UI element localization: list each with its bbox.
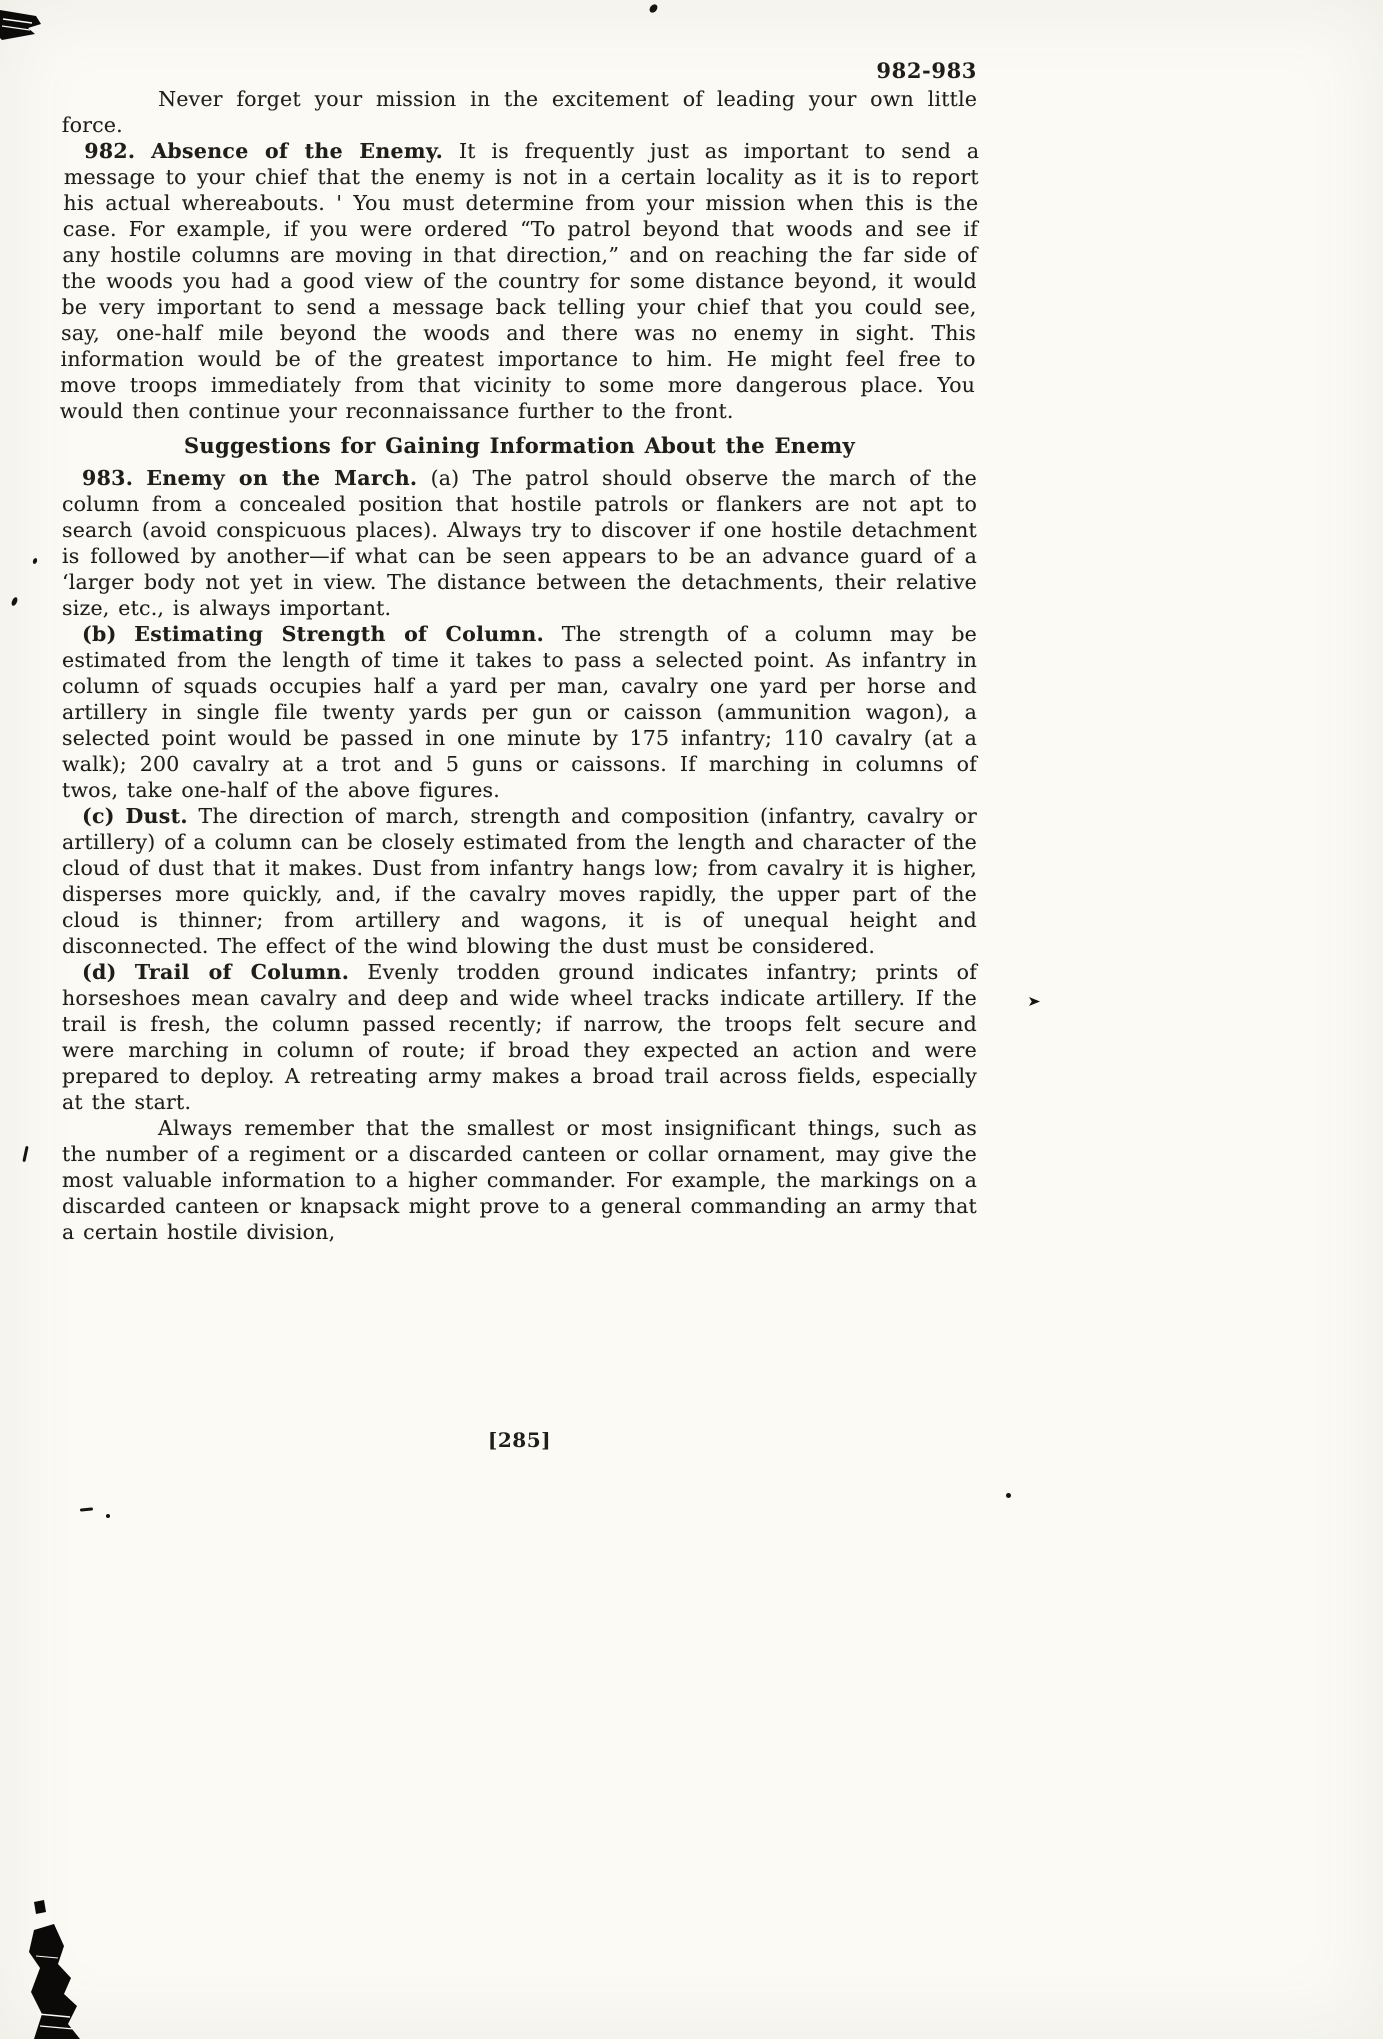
scan-speck bbox=[106, 1514, 110, 1518]
intro-text: Never forget your mission in the excitement of leading your own little force. bbox=[61, 87, 978, 137]
scan-speck bbox=[11, 596, 18, 606]
paragraph-983c bbox=[62, 803, 977, 959]
scan-speck bbox=[1006, 1493, 1011, 1498]
paragraph-title: Enemy on the March. bbox=[146, 466, 418, 490]
scan-artifact-corner-mark bbox=[0, 2, 60, 52]
scan-speck bbox=[22, 1146, 28, 1162]
paragraph-number: 982. bbox=[84, 139, 136, 163]
paragraph-text: (a) The patrol should observe the march of the column from a concealed position that hostile patrols or flankers are not apt to search (avoid conspicuous places). Always try to discover if one hostile detachment is followed by another—if what can be seen appears to be an advance guard of a ‘larger body not yet in view. The distance between the detachments, their relative size, etc., is always important. bbox=[62, 466, 978, 620]
intro-paragraph bbox=[62, 86, 978, 138]
scan-speck bbox=[649, 3, 659, 14]
paragraph-text: The strength of a column may be estimated from the length of time it takes to pass a selected point. As infantry in column of squads occupies half a yard per man, cavalry one yard per horse and artillery in single file twenty yards per gun or caisson (ammunition wagon), a selected point would be passed in one minute by 175 infantry; 110 cavalry (at a walk); 200 cavalry at a trot and 5 guns or caissons. If marching in columns of twos, take one-half of the above figures. bbox=[62, 622, 977, 802]
paragraph-title: Dust. bbox=[125, 804, 188, 828]
scan-speck bbox=[32, 557, 38, 564]
closing-text: Always remember that the smallest or most insignificant things, such as the number of a regiment or a discarded canteen or collar ornament, may give the most valuable information to a higher commander. For example, the markings on a discarded canteen or knapsack might prove to a general commanding an army that a certain hostile division, bbox=[62, 1116, 977, 1244]
paragraph-title: Estimating Strength of Column. bbox=[134, 622, 545, 646]
page-footer-number: [285] bbox=[487, 1428, 552, 1452]
page-header-numbers: 982-983 bbox=[876, 58, 977, 83]
closing-paragraph bbox=[62, 1115, 977, 1245]
paragraph-982 bbox=[60, 138, 980, 424]
paragraph-983b bbox=[62, 621, 977, 803]
scan-speck bbox=[80, 1507, 93, 1511]
paragraph-983 bbox=[62, 465, 977, 621]
paragraph-text: Evenly trodden ground indicates infantry; prints of horseshoes mean cavalry and deep and wide wheel tracks indicate artillery. If the trail is fresh, the column passed recently; if narrow, the troops felt secure and were marching in column of route; if broad they expected an action and were prepared to deploy. A retreating army makes a broad trail across fields, especially at the start. bbox=[62, 960, 978, 1114]
section-heading: Suggestions for Gaining Information About the Enemy bbox=[183, 433, 856, 458]
scan-artifact-bottom-blob bbox=[18, 1896, 113, 2039]
paragraph-title: Trail of Column. bbox=[134, 960, 350, 984]
scan-speck bbox=[1029, 997, 1040, 1006]
paragraph-text: It is frequently just as important to send a message to your chief that the enemy is not in a certain locality as it is to report his actual whereabouts. ' You must determine from your mission when this is the case. For example, if you were ordered “To patrol beyond that woods and see if any hostile columns are moving in that direction,” and on reaching the far side of the woods you had a good view of the country for some distance beyond, it would be very important to send a message back telling your chief that you could see, say, one-half mile beyond the woods and there was no enemy in sight. This information would be of the greatest importance to him. He might feel free to move troops immediately from that vicinity to some more dangerous place. You would then continue your reconnaissance further to the front. bbox=[59, 139, 980, 423]
text-column bbox=[59, 86, 980, 1245]
paragraph-number: (d) bbox=[82, 960, 117, 984]
paragraph-number: (c) bbox=[82, 804, 115, 828]
paragraph-number: (b) bbox=[82, 622, 117, 646]
paragraph-number: 983. bbox=[82, 466, 134, 490]
paragraph-text: The direction of march, strength and composition (infantry, cavalry or artillery) of a column can be closely estimated from the length and character of the cloud of dust that it makes. Dust from infantry hangs low; from cavalry it is higher, disperses more quickly, and, if the cavalry moves rapidly, the upper part of the cloud is thinner; from artillery and wagons, it is of unequal height and disconnected. The effect of the wind blowing the dust must be considered. bbox=[62, 804, 977, 958]
paragraph-title: Absence of the Enemy. bbox=[150, 139, 444, 163]
paragraph-983d bbox=[62, 959, 977, 1115]
